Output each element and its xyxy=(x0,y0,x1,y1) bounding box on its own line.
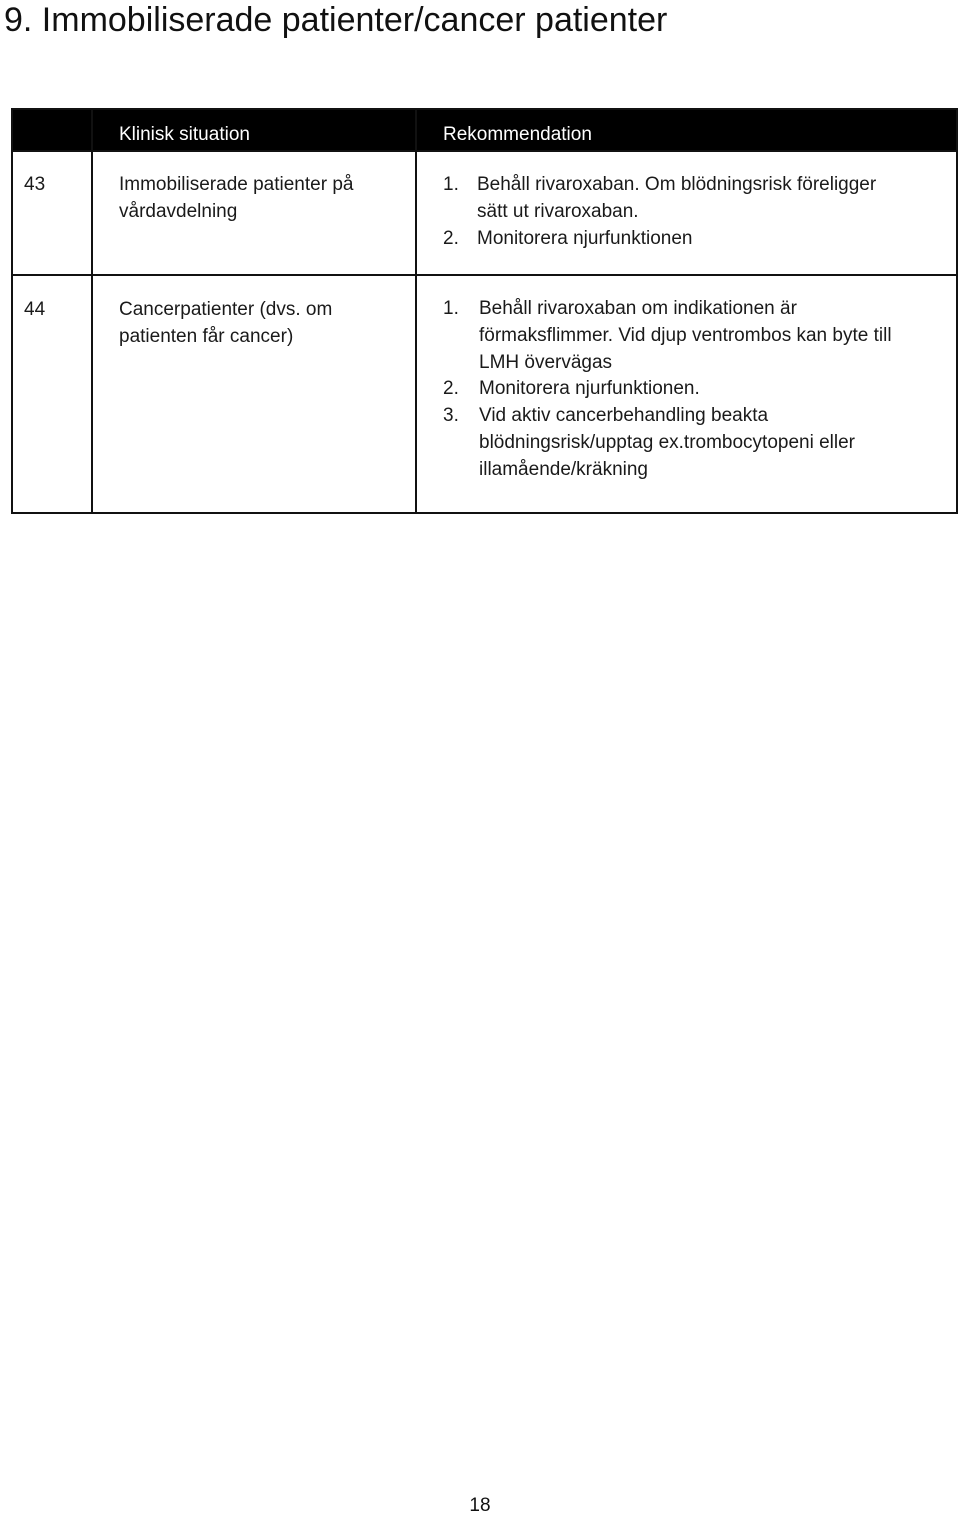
recommendation-line: illamående/kräkning xyxy=(479,459,648,480)
recommendation-number: 2. xyxy=(443,228,459,249)
recommendation-line: förmaksflimmer. Vid djup ventrombos kan byte till xyxy=(479,325,892,346)
recommendation-line: Monitorera njurfunktionen xyxy=(477,228,693,249)
recommendation-line: Vid aktiv cancerbehandling beakta xyxy=(479,405,769,426)
situation-line: Cancerpatienter (dvs. om xyxy=(119,299,333,320)
situation-line: vårdavdelning xyxy=(119,201,238,222)
recommendation-line: blödningsrisk/upptag ex.trombocytopeni eller xyxy=(479,432,855,453)
recommendation-line: LMH övervägas xyxy=(479,352,613,373)
row-divider xyxy=(13,274,956,276)
column-divider-1 xyxy=(91,110,93,512)
page-number: 18 xyxy=(469,1495,491,1516)
recommendation-line: Behåll rivaroxaban om indikationen är xyxy=(479,298,797,319)
recommendation-number: 1. xyxy=(443,174,459,195)
row-id: 44 xyxy=(24,299,46,320)
recommendation-table xyxy=(11,108,958,514)
column-divider-2 xyxy=(415,110,417,512)
recommendation-line: Monitorera njurfunktionen. xyxy=(479,378,700,399)
header-recommendation: Rekommendation xyxy=(443,124,592,145)
recommendation-number: 3. xyxy=(443,405,459,426)
row-id: 43 xyxy=(24,174,46,195)
recommendation-line: sätt ut rivaroxaban. xyxy=(477,201,639,222)
table-header xyxy=(13,110,956,152)
recommendation-line: Behåll rivaroxaban. Om blödningsrisk föreligger xyxy=(477,174,877,195)
header-divider xyxy=(13,150,956,152)
recommendation-number: 2. xyxy=(443,378,459,399)
situation-line: Immobiliserade patienter på xyxy=(119,174,354,195)
page-title: 9. Immobiliserade patienter/cancer patienter xyxy=(4,1,668,39)
header-clinical-situation: Klinisk situation xyxy=(119,124,250,145)
situation-line: patienten får cancer) xyxy=(119,326,294,347)
recommendation-number: 1. xyxy=(443,298,459,319)
